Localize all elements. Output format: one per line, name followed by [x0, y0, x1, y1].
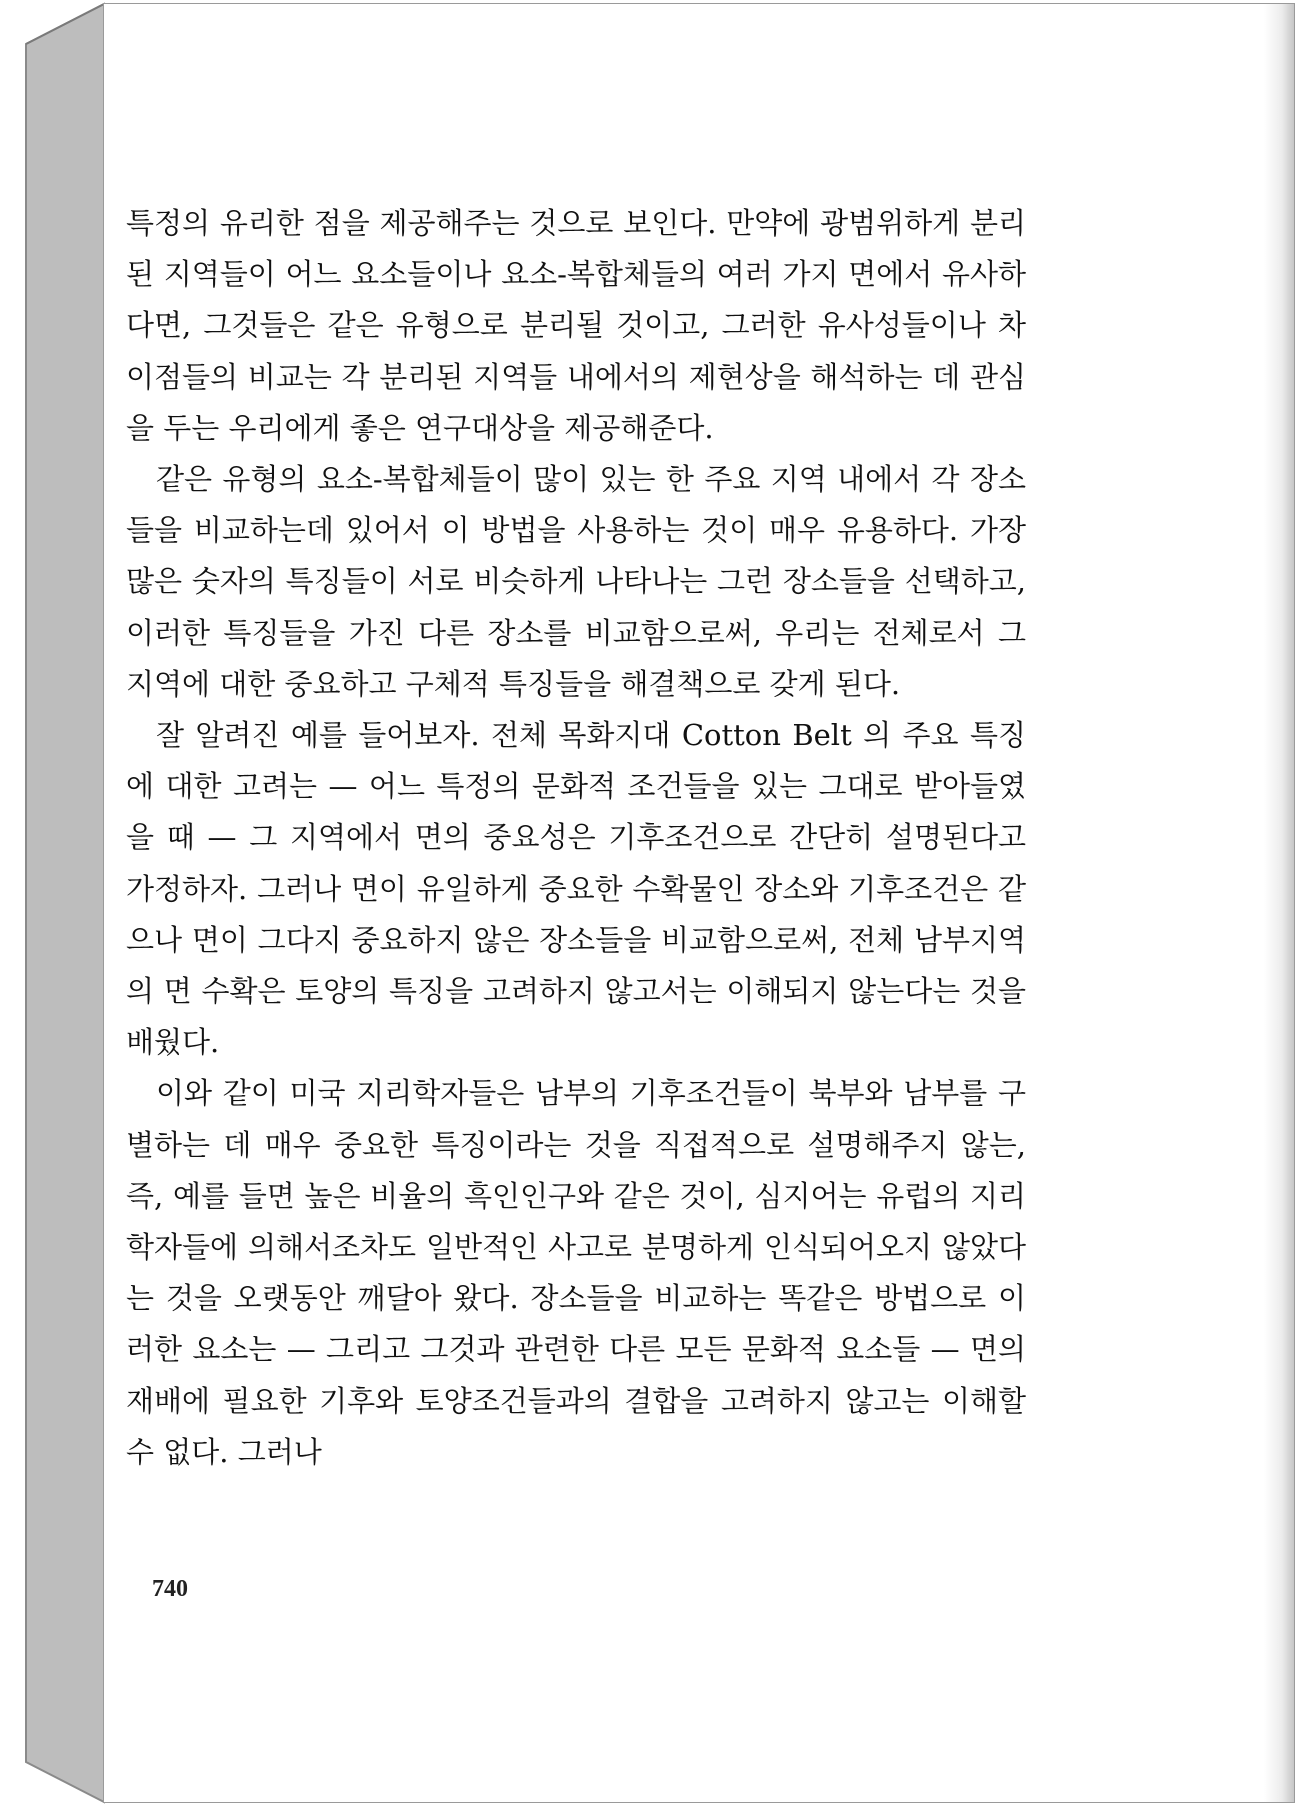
page-edge-shadow	[1264, 4, 1294, 1802]
paragraph-1: 특정의 유리한 점을 제공해주는 것으로 보인다. 만약에 광범위하게 분리된 지역들이 어느 요소들이나 요소-복합체들의 여러 가지 면에서 유사하다면, 그것들은 같은 유형으로 분리될 것이고, 그러한 유사성들이나 차이점들의 비교는 각 분리된 지역들 내에서의 제현상을 해석하는 데 관심을 두는 우리에게 좋은 연구대상을 제공해준다.	[126, 206, 1026, 445]
paragraph-4: 이와 같이 미국 지리학자들은 남부의 기후조건들이 북부와 남부를 구별하는 데 매우 중요한 특징이라는 것을 직접적으로 설명해주지 않는, 즉, 예를 들면 높은 비율의 흑인인구와 같은 것이, 심지어는 유럽의 지리학자들에 의해서조차도 일반적인 사고로 분명하게 인식되어오지 않았다는 것을 오랫동안 깨달아 왔다. 장소들을 비교하는 똑같은 방법으로 이러한 요소는 — 그리고 그것과 관련한 다른 모든 문화적 요소들 — 면의 재배에 필요한 기후와 토양조건들과의 결합을 고려하지 않고는 이해할 수 없다. 그러나	[126, 1076, 1026, 1469]
paragraph-2: 같은 유형의 요소-복합체들이 많이 있는 한 주요 지역 내에서 각 장소들을 비교하는데 있어서 이 방법을 사용하는 것이 매우 유용하다. 가장 많은 숫자의 특징들이 서로 비슷하게 나타나는 그런 장소들을 선택하고, 이러한 특징들을 가진 다른 장소를 비교함으로써, 우리는 전체로서 그 지역에 대한 중요하고 구체적 특징들을 해결책으로 갖게 된다.	[126, 462, 1026, 701]
page-number: 740	[152, 1576, 188, 1602]
body-text	[126, 198, 1026, 1478]
paragraph-3: 잘 알려진 예를 들어보자. 전체 목화지대 Cotton Belt 의 주요 특징에 대한 고려는 — 어느 특정의 문화적 조건들을 있는 그대로 받아들였을 때 — 그 지역에서 면의 중요성은 기후조건으로 간단히 설명된다고 가정하자. 그러나 면이 유일하게 중요한 수확물인 장소와 기후조건은 같으나 면이 그다지 중요하지 않은 장소들을 비교함으로써, 전체 남부지역의 면 수확은 토양의 특징을 고려하지 않고서는 이해되지 않는다는 것을 배웠다.	[126, 718, 1026, 1060]
